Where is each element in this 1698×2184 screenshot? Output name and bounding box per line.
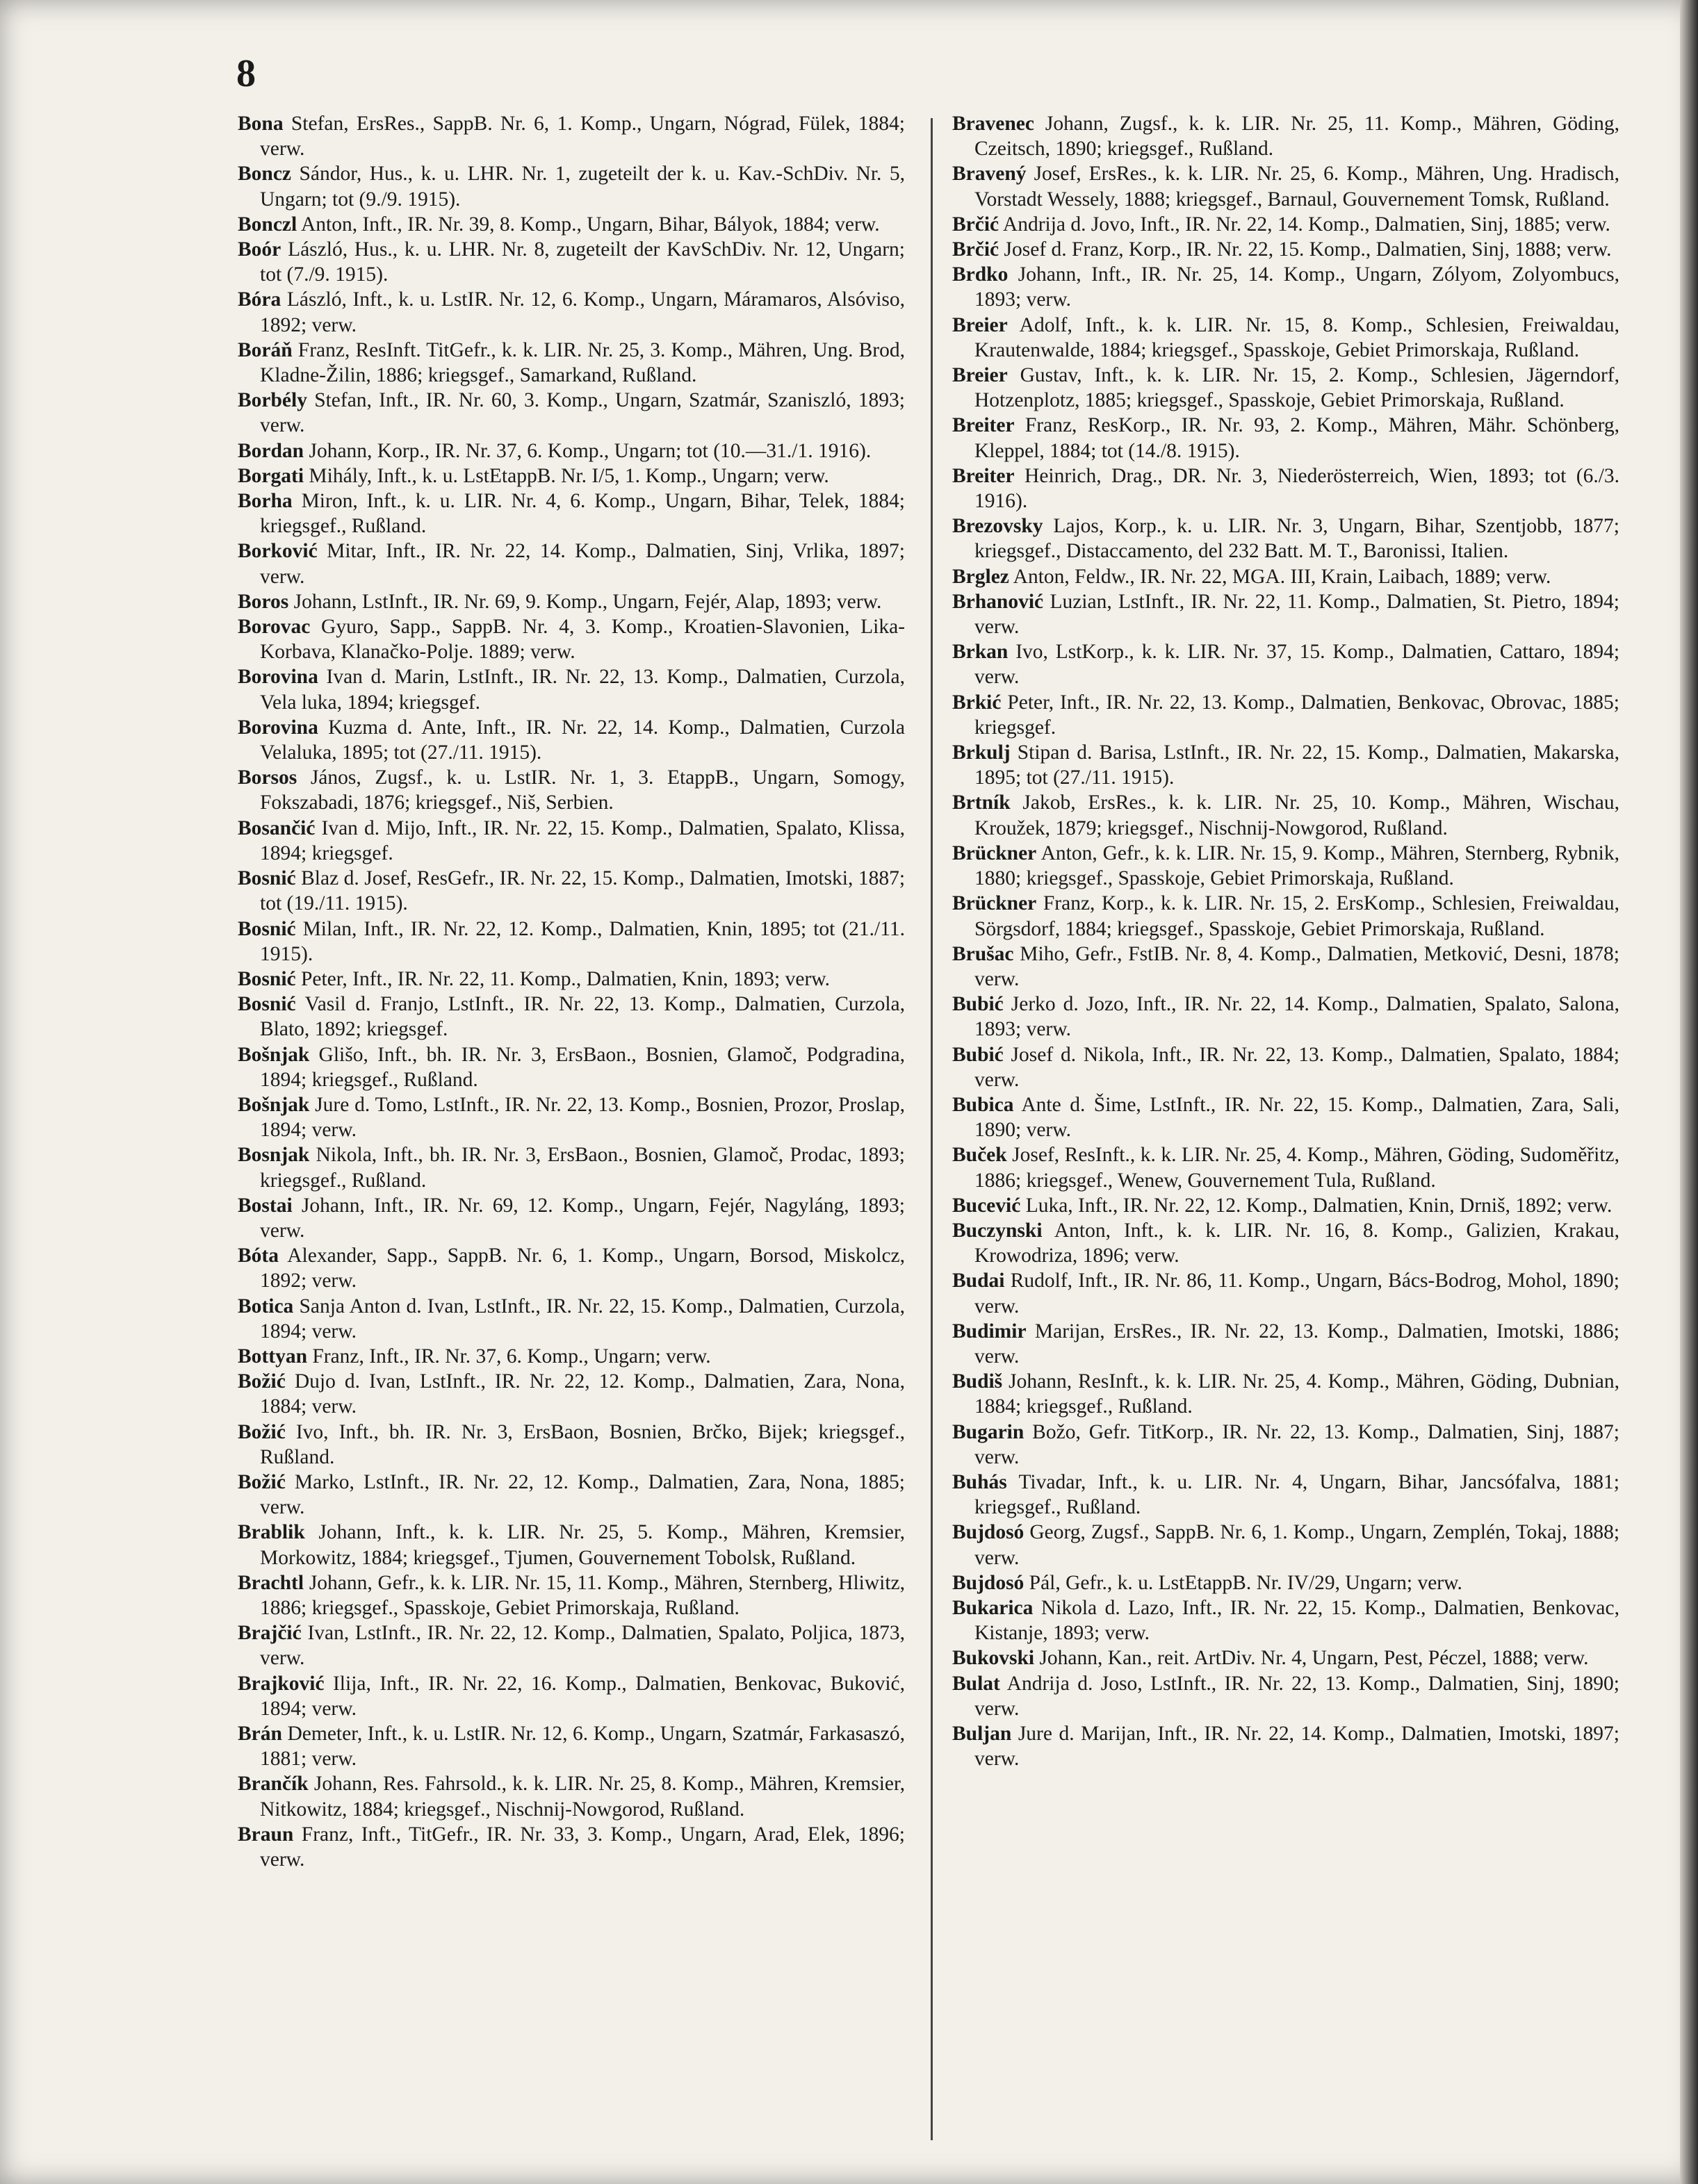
entry-surname: Budiš xyxy=(952,1370,1003,1393)
entry-details: Božo, Gefr. TitKorp., IR. Nr. 22, 13. Komp., Dalmatien, Sinj, 1887; verw. xyxy=(974,1420,1619,1468)
list-entry xyxy=(238,237,905,287)
list-entry xyxy=(952,1218,1619,1268)
page-edge-shadow xyxy=(1680,0,1698,2184)
entry-details: Heinrich, Drag., DR. Nr. 3, Niederösterreich, Wien, 1893; tot (6./3. 1916). xyxy=(974,464,1620,513)
entry-surname: Brezovsky xyxy=(952,515,1043,538)
entry-surname: Bosnić xyxy=(238,993,296,1016)
list-entry xyxy=(952,942,1619,992)
entry-surname: Brglez xyxy=(952,565,1009,588)
entry-details: Stipan d. Barisa, LstInft., IR. Nr. 22, 15. Komp., Dalmatien, Makarska, 1895; tot (27./11. 1915). xyxy=(974,741,1619,789)
entry-surname: Brán xyxy=(238,1723,282,1745)
entry-surname: Borovac xyxy=(238,616,311,639)
entry-details: Jure d. Marijan, Inft., IR. Nr. 22, 14. Komp., Dalmatien, Imotski, 1897; verw. xyxy=(974,1723,1620,1771)
entry-surname: Brückner xyxy=(952,841,1037,864)
list-entry xyxy=(238,1369,905,1419)
entry-details: Luka, Inft., IR. Nr. 22, 12. Komp., Dalmatien, Knin, Drniš, 1892; verw. xyxy=(1025,1194,1613,1217)
entry-surname: Budai xyxy=(952,1270,1005,1292)
entry-surname: Brušac xyxy=(952,942,1014,965)
entry-details: Mihály, Inft., k. u. LstEtappB. Nr. I/5, 1. Komp., Ungarn; verw. xyxy=(309,464,829,487)
list-entry xyxy=(238,1344,905,1369)
list-entry xyxy=(952,237,1619,262)
list-entry xyxy=(238,1243,905,1293)
entry-details: Stefan, ErsRes., SappB. Nr. 6, 1. Komp., Ungarn, Nógrad, Fülek, 1884; verw. xyxy=(260,113,906,161)
entry-details: Anton, Gefr., k. k. LIR. Nr. 15, 9. Komp., Mähren, Sternberg, Rybnik, 1880; kriegsgef., Spasskoje, Gebiet Primorskaja, Rußland. xyxy=(974,841,1619,890)
list-entry xyxy=(952,463,1619,514)
list-entry xyxy=(238,1294,905,1344)
entry-details: Johann, Korp., IR. Nr. 37, 6. Komp., Ungarn; tot (10.—31./1. 1916). xyxy=(309,439,872,462)
entry-surname: Bóta xyxy=(238,1245,279,1267)
list-entry xyxy=(952,514,1619,564)
entry-surname: Bona xyxy=(238,113,284,135)
list-entry xyxy=(952,212,1619,237)
entry-surname: Breiter xyxy=(952,464,1015,487)
entry-surname: Buhás xyxy=(952,1470,1007,1493)
list-entry xyxy=(952,1092,1619,1142)
list-entry xyxy=(952,690,1619,740)
entry-details: Pál, Gefr., k. u. LstEtappB. Nr. IV/29, Ungarn; verw. xyxy=(1029,1571,1462,1594)
entry-details: Milan, Inft., IR. Nr. 22, 12. Komp., Dalmatien, Knin, 1895; tot (21./11. 1915). xyxy=(260,917,905,965)
entry-details: Sanja Anton d. Ivan, LstInft., IR. Nr. 22, 15. Komp., Dalmatien, Curzola, 1894; verw. xyxy=(260,1295,906,1343)
entry-details: Ivan d. Marin, LstInft., IR. Nr. 22, 13. Komp., Dalmatien, Curzola, Vela luka, 1894; kriegsgef. xyxy=(260,666,906,714)
list-entry xyxy=(238,539,905,589)
entry-details: Johann, Res. Fahrsold., k. k. LIR. Nr. 25, 8. Komp., Mähren, Kremsier, Nitkowitz, 1884; kriegsgef., Nischnij-Nowgorod, Rußland. xyxy=(260,1773,906,1821)
entry-surname: Buczynski xyxy=(952,1219,1043,1242)
entry-details: László, Hus., k. u. LHR. Nr. 8, zugeteilt der KavSchDiv. Nr. 12, Ungarn; tot (7./9. 1915). xyxy=(260,238,905,286)
entry-surname: Brückner xyxy=(952,892,1037,915)
entry-surname: Bujdosó xyxy=(952,1571,1024,1594)
entry-details: Dujo d. Ivan, LstInft., IR. Nr. 22, 12. Komp., Dalmatien, Zara, Nona, 1884; verw. xyxy=(260,1370,905,1418)
list-entry xyxy=(238,765,905,815)
list-entry xyxy=(238,589,905,614)
entry-surname: Bosnić xyxy=(238,967,296,990)
list-entry xyxy=(238,816,905,866)
entry-surname: Brablik xyxy=(238,1521,305,1544)
entry-details: Luzian, LstInft., IR. Nr. 22, 11. Komp., Dalmatien, St. Pietro, 1894; verw. xyxy=(974,590,1620,639)
list-entry xyxy=(952,413,1619,463)
entry-surname: Brhanović xyxy=(952,590,1044,613)
list-entry xyxy=(238,463,905,488)
list-entry xyxy=(238,917,905,967)
entry-surname: Bukovski xyxy=(952,1647,1035,1670)
entry-surname: Bosančić xyxy=(238,816,316,839)
entry-details: Josef, ErsRes., k. k. LIR. Nr. 25, 6. Komp., Mähren, Ung. Hradisch, Vorstadt Wessely, 1888; kriegsgef., Barnaul, Gouvernement Tomsk, Rußland. xyxy=(974,163,1620,211)
list-entry xyxy=(238,614,905,664)
entry-surname: Borovina xyxy=(238,716,318,739)
entry-details: Johann, Inft., IR. Nr. 69, 12. Komp., Ungarn, Fejér, Nagyláng, 1893; verw. xyxy=(260,1194,905,1242)
entry-details: Adolf, Inft., k. k. LIR. Nr. 15, 8. Komp., Schlesien, Freiwaldau, Krautenwalde, 1884; kriegsgef., Spasskoje, Gebiet Primorskaja, Rußland. xyxy=(974,313,1620,361)
list-entry xyxy=(238,338,905,388)
entry-details: Gyuro, Sapp., SappB. Nr. 4, 3. Komp., Kroatien-Slavonien, Lika-Korbava, Klanačko-Polje. 1889; verw. xyxy=(260,616,906,664)
entry-surname: Bosnić xyxy=(238,867,296,890)
entry-surname: Buljan xyxy=(952,1723,1012,1745)
entry-surname: Brachtl xyxy=(238,1571,304,1594)
list-entry xyxy=(952,564,1619,589)
entry-surname: Breiter xyxy=(952,414,1015,437)
entry-details: Andrija d. Jovo, Inft., IR. Nr. 22, 14. Komp., Dalmatien, Sinj, 1885; verw. xyxy=(1002,213,1610,236)
entry-surname: Braun xyxy=(238,1823,294,1846)
entry-details: Marijan, ErsRes., IR. Nr. 22, 13. Komp., Dalmatien, Imotski, 1886; verw. xyxy=(974,1320,1619,1368)
list-entry xyxy=(238,287,905,337)
entry-surname: Bravený xyxy=(952,163,1027,186)
list-entry xyxy=(238,111,905,161)
entry-details: Ivo, LstKorp., k. k. LIR. Nr. 37, 15. Komp., Dalmatien, Cattaro, 1894; verw. xyxy=(974,641,1620,689)
entry-details: Anton, Feldw., IR. Nr. 22, MGA. III, Krain, Laibach, 1889; verw. xyxy=(1013,565,1551,588)
list-entry xyxy=(952,1671,1619,1721)
entry-details: Franz, ResInft. TitGefr., k. k. LIR. Nr. 25, 3. Komp., Mähren, Ung. Brod, Kladne-Žilin, 1886; kriegsgef., Samarkand, Rußland. xyxy=(260,338,905,387)
entry-surname: Bucević xyxy=(952,1194,1021,1217)
list-entry xyxy=(952,1142,1619,1192)
entry-details: Nikola, Inft., bh. IR. Nr. 3, ErsBaon., Bosnien, Glamoč, Prodac, 1893; kriegsgef., Rußland. xyxy=(260,1144,906,1192)
list-entry xyxy=(952,1570,1619,1595)
entry-details: Franz, Inft., IR. Nr. 37, 6. Komp., Ungarn; verw. xyxy=(312,1345,711,1368)
entry-details: Lajos, Korp., k. u. LIR. Nr. 3, Ungarn, Bihar, Szentjobb, 1877; kriegsgef., Distaccamento, del 232 Batt. M. T., Baronissi, Italien. xyxy=(974,515,1620,563)
list-entry xyxy=(238,388,905,438)
list-entry xyxy=(238,1570,905,1620)
entry-details: Marko, LstInft., IR. Nr. 22, 12. Komp., Dalmatien, Zara, Nona, 1885; verw. xyxy=(260,1470,905,1519)
entry-details: Gustav, Inft., k. k. LIR. Nr. 15, 2. Komp., Schlesien, Jägerndorf, Hotzenplotz, 1885; kriegsgef., Spasskoje, Gebiet Primorskaja, Rußland. xyxy=(974,364,1619,412)
entry-surname: Bubić xyxy=(952,1043,1004,1066)
entry-details: Johann, LstInft., IR. Nr. 69, 9. Komp., Ungarn, Fejér, Alap, 1893; verw. xyxy=(293,590,882,613)
list-entry xyxy=(952,1721,1619,1771)
entry-details: Josef, ResInft., k. k. LIR. Nr. 25, 4. Komp., Mähren, Göding, Sudoměřitz, 1886; kriegsgef., Wenew, Gouvernement Tula, Rußland. xyxy=(974,1144,1619,1192)
list-entry xyxy=(238,161,905,211)
entry-details: Stefan, Inft., IR. Nr. 60, 3. Komp., Ungarn, Szatmár, Szaniszló, 1893; verw. xyxy=(260,389,906,437)
list-entry xyxy=(952,1193,1619,1218)
entry-surname: Brkulj xyxy=(952,741,1011,764)
list-entry xyxy=(952,639,1619,689)
entry-details: Ivan d. Mijo, Inft., IR. Nr. 22, 15. Komp., Dalmatien, Spalato, Klissa, 1894; kriegsgef. xyxy=(260,816,905,864)
list-entry xyxy=(952,1319,1619,1369)
right-column xyxy=(952,111,1619,1771)
entry-surname: Bubica xyxy=(952,1093,1014,1116)
entry-details: Franz, ResKorp., IR. Nr. 93, 2. Komp., Mähren, Mähr. Schönberg, Kleppel, 1884; tot (14./8. 1915). xyxy=(974,414,1619,462)
entry-surname: Božić xyxy=(238,1470,286,1493)
entry-surname: Božić xyxy=(238,1370,286,1393)
column-divider xyxy=(931,118,933,2140)
entry-surname: Bošnjak xyxy=(238,1093,310,1116)
entry-surname: Brančík xyxy=(238,1773,309,1796)
list-entry xyxy=(952,589,1619,639)
entry-details: Kuzma d. Ante, Inft., IR. Nr. 22, 14. Komp., Dalmatien, Curzola Velaluka, 1895; tot (27./11. 1915). xyxy=(260,716,906,764)
list-entry xyxy=(238,866,905,916)
entry-details: Johann, ResInft., k. k. LIR. Nr. 25, 4. Komp., Mähren, Göding, Dubnian, 1884; kriegsgef., Rußland. xyxy=(974,1370,1619,1418)
entry-surname: Bulat xyxy=(952,1672,1000,1695)
entry-surname: Borha xyxy=(238,490,293,513)
list-entry xyxy=(952,1645,1619,1670)
list-entry xyxy=(952,1268,1619,1318)
list-entry xyxy=(952,1520,1619,1570)
entry-surname: Boór xyxy=(238,238,281,261)
entry-surname: Borgati xyxy=(238,464,304,487)
list-entry xyxy=(238,212,905,237)
list-entry xyxy=(238,438,905,463)
left-column xyxy=(238,111,905,1872)
entry-details: Josef d. Franz, Korp., IR. Nr. 22, 15. Komp., Dalmatien, Sinj, 1888; verw. xyxy=(1004,238,1612,261)
entry-surname: Borsos xyxy=(238,766,297,789)
entry-details: Johann, Zugsf., k. k. LIR. Nr. 25, 11. Komp., Mähren, Göding, Czeitsch, 1890; kriegsgef., Rußland. xyxy=(974,113,1619,161)
entry-surname: Boráň xyxy=(238,338,293,361)
entry-details: Ivo, Inft., bh. IR. Nr. 3, ErsBaon, Bosnien, Brčko, Bijek; kriegsgef., Rußland. xyxy=(260,1420,906,1468)
list-entry xyxy=(952,313,1619,363)
entry-surname: Brkan xyxy=(952,641,1009,664)
entry-details: Blaz d. Josef, ResGefr., IR. Nr. 22, 15. Komp., Dalmatien, Imotski, 1887; tot (19./11. 1915). xyxy=(260,867,906,915)
entry-surname: Brčić xyxy=(952,238,999,261)
list-entry xyxy=(952,992,1619,1042)
entry-details: Tivadar, Inft., k. u. LIR. Nr. 4, Ungarn, Bihar, Jancsófalva, 1881; kriegsgef., Rußland. xyxy=(974,1470,1619,1519)
list-entry xyxy=(952,1042,1619,1092)
entry-surname: Bugarin xyxy=(952,1420,1024,1443)
entry-details: László, Inft., k. u. LstIR. Nr. 12, 6. Komp., Ungarn, Máramaros, Alsóviso, 1892; verw. xyxy=(260,288,906,336)
list-entry xyxy=(952,891,1619,941)
entry-details: János, Zugsf., k. u. LstIR. Nr. 1, 3. EtappB., Ungarn, Somogy, Fokszabadi, 1876; kriegsgef., Niš, Serbien. xyxy=(260,766,906,814)
list-entry xyxy=(238,1721,905,1771)
entry-details: Ivan, LstInft., IR. Nr. 22, 12. Komp., Dalmatien, Spalato, Poljica, 1873, verw. xyxy=(260,1622,906,1670)
entry-details: Ilija, Inft., IR. Nr. 22, 16. Komp., Dalmatien, Benkovac, Buković, 1894; verw. xyxy=(260,1672,906,1720)
entry-details: Jakob, ErsRes., k. k. LIR. Nr. 25, 10. Komp., Mähren, Wischau, Kroužek, 1879; kriegsgef., Nischnij-Nowgorod, Rußland. xyxy=(974,791,1620,839)
list-entry xyxy=(238,1193,905,1243)
entry-details: Franz, Korp., k. k. LIR. Nr. 15, 2. ErsKomp., Schlesien, Freiwaldau, Sörgsdorf, 1884; kriegsgef., Spasskoje, Gebiet Primorskaja, Rußland. xyxy=(974,892,1620,940)
entry-details: Georg, Zugsf., SappB. Nr. 6, 1. Komp., Ungarn, Zemplén, Tokaj, 1888; verw. xyxy=(974,1521,1620,1569)
entry-surname: Bukarica xyxy=(952,1596,1034,1619)
entry-surname: Brkić xyxy=(952,691,1002,714)
list-entry xyxy=(952,1595,1619,1645)
entry-details: Sándor, Hus., k. u. LHR. Nr. 1, zugeteilt der k. u. Kav.-SchDiv. Nr. 5, Ungarn; tot (9./9. 1915). xyxy=(260,163,905,211)
entry-surname: Bošnjak xyxy=(238,1043,310,1066)
entry-surname: Boncz xyxy=(238,163,292,186)
entry-surname: Bravenec xyxy=(952,113,1034,135)
entry-surname: Brdko xyxy=(952,263,1009,286)
list-entry xyxy=(238,1822,905,1872)
entry-surname: Borbély xyxy=(238,389,307,412)
entry-surname: Bottyan xyxy=(238,1345,307,1368)
entry-details: Jerko d. Jozo, Inft., IR. Nr. 22, 14. Komp., Dalmatien, Spalato, Salona, 1893; verw. xyxy=(974,993,1619,1041)
list-entry xyxy=(238,992,905,1042)
entry-details: Josef d. Nikola, Inft., IR. Nr. 22, 13. Komp., Dalmatien, Spalato, 1884; verw. xyxy=(974,1043,1620,1091)
entry-surname: Brajčić xyxy=(238,1622,302,1645)
list-entry xyxy=(238,1042,905,1092)
entry-details: Peter, Inft., IR. Nr. 22, 11. Komp., Dalmatien, Knin, 1893; verw. xyxy=(300,967,831,990)
entry-surname: Bordan xyxy=(238,439,304,462)
entry-details: Johann, Kan., reit. ArtDiv. Nr. 4, Ungarn, Pest, Péczel, 1888; verw. xyxy=(1039,1647,1589,1670)
entry-details: Mitar, Inft., IR. Nr. 22, 14. Komp., Dalmatien, Sinj, Vrlika, 1897; verw. xyxy=(260,540,906,588)
entry-surname: Breier xyxy=(952,313,1008,336)
entry-surname: Bujdosó xyxy=(952,1521,1024,1544)
list-entry xyxy=(238,1420,905,1470)
entry-surname: Breier xyxy=(952,364,1008,387)
entry-surname: Brtník xyxy=(952,791,1011,814)
list-entry xyxy=(238,715,905,765)
list-entry xyxy=(952,363,1619,413)
list-entry xyxy=(238,664,905,714)
entry-surname: Bóra xyxy=(238,288,281,311)
entry-details: Demeter, Inft., k. u. LstIR. Nr. 12, 6. Komp., Ungarn, Szatmár, Farkasaszó, 1881; verw. xyxy=(260,1723,906,1771)
entry-details: Miron, Inft., k. u. LIR. Nr. 4, 6. Komp., Ungarn, Bihar, Telek, 1884; kriegsgef., Rußland. xyxy=(260,490,905,538)
page-number: 8 xyxy=(236,52,256,95)
list-entry xyxy=(952,1420,1619,1470)
entry-details: Jure d. Tomo, LstInft., IR. Nr. 22, 13. Komp., Bosnien, Prozor, Proslap, 1894; verw. xyxy=(260,1093,906,1142)
entry-details: Rudolf, Inft., IR. Nr. 86, 11. Komp., Ungarn, Bács-Bodrog, Mohol, 1890; verw. xyxy=(974,1270,1619,1317)
entry-surname: Botica xyxy=(238,1295,294,1317)
list-entry xyxy=(238,1142,905,1192)
list-entry xyxy=(238,1520,905,1570)
list-entry xyxy=(238,967,905,992)
entry-surname: Borković xyxy=(238,540,318,563)
entry-surname: Bosnjak xyxy=(238,1144,310,1167)
entry-surname: Božić xyxy=(238,1420,286,1443)
entry-details: Andrija d. Joso, LstInft., IR. Nr. 22, 13. Komp., Dalmatien, Sinj, 1890; verw. xyxy=(974,1672,1619,1720)
entry-details: Johann, Inft., k. k. LIR. Nr. 25, 5. Komp., Mähren, Kremsier, Morkowitz, 1884; kriegsgef., Tjumen, Gouvernement Tobolsk, Rußland. xyxy=(260,1521,905,1569)
entry-details: Ante d. Šime, LstInft., IR. Nr. 22, 15. Komp., Dalmatien, Zara, Sali, 1890; verw. xyxy=(974,1093,1619,1142)
entry-details: Glišo, Inft., bh. IR. Nr. 3, ErsBaon., Bosnien, Glamoč, Podgradina, 1894; kriegsgef., Rußland. xyxy=(260,1043,906,1091)
list-entry xyxy=(238,1671,905,1721)
list-entry xyxy=(238,488,905,539)
list-entry xyxy=(952,1470,1619,1520)
entry-surname: Bostai xyxy=(238,1194,293,1217)
list-entry xyxy=(238,1470,905,1520)
entry-details: Anton, Inft., k. k. LIR. Nr. 16, 8. Komp., Galizien, Krakau, Krowodriza, 1896; verw. xyxy=(974,1219,1619,1267)
entry-surname: Brčić xyxy=(952,213,999,236)
entry-details: Nikola d. Lazo, Inft., IR. Nr. 22, 15. Komp., Dalmatien, Benkovac, Kistanje, 1893; verw. xyxy=(974,1596,1619,1645)
entry-surname: Budimir xyxy=(952,1320,1027,1343)
entry-details: Vasil d. Franjo, LstInft., IR. Nr. 22, 13. Komp., Dalmatien, Curzola, Blato, 1892; kriegsgef. xyxy=(260,993,905,1041)
list-entry xyxy=(952,262,1619,312)
entry-details: Johann, Gefr., k. k. LIR. Nr. 15, 11. Komp., Mähren, Sternberg, Hliwitz, 1886; kriegsgef., Spasskoje, Gebiet Primorskaja, Rußland. xyxy=(260,1571,906,1619)
entry-surname: Brajković xyxy=(238,1672,325,1695)
entry-surname: Borovina xyxy=(238,666,318,689)
entry-details: Anton, Inft., IR. Nr. 39, 8. Komp., Ungarn, Bihar, Bályok, 1884; verw. xyxy=(300,213,880,236)
list-entry xyxy=(952,161,1619,211)
entry-details: Alexander, Sapp., SappB. Nr. 6, 1. Komp., Ungarn, Borsod, Miskolcz, 1892; verw. xyxy=(260,1245,906,1292)
list-entry xyxy=(952,790,1619,840)
entry-details: Franz, Inft., TitGefr., IR. Nr. 33, 3. Komp., Ungarn, Arad, Elek, 1896; verw. xyxy=(260,1823,906,1871)
entry-details: Johann, Inft., IR. Nr. 25, 14. Komp., Ungarn, Zólyom, Zolyombucs, 1893; verw. xyxy=(974,263,1619,311)
entry-details: Miho, Gefr., FstIB. Nr. 8, 4. Komp., Dalmatien, Metković, Desni, 1878; verw. xyxy=(974,942,1620,990)
entry-surname: Bubić xyxy=(952,993,1004,1016)
entry-surname: Bonczl xyxy=(238,213,297,236)
list-entry xyxy=(952,740,1619,790)
entry-surname: Bosnić xyxy=(238,917,296,940)
list-entry xyxy=(952,841,1619,891)
list-entry xyxy=(238,1771,905,1821)
entry-details: Peter, Inft., IR. Nr. 22, 13. Komp., Dalmatien, Benkovac, Obrovac, 1885; kriegsgef. xyxy=(974,691,1619,739)
list-entry xyxy=(952,1369,1619,1419)
list-entry xyxy=(952,111,1619,161)
entry-surname: Boros xyxy=(238,590,289,613)
list-entry xyxy=(238,1092,905,1142)
entry-surname: Buček xyxy=(952,1144,1007,1167)
list-entry xyxy=(238,1620,905,1670)
